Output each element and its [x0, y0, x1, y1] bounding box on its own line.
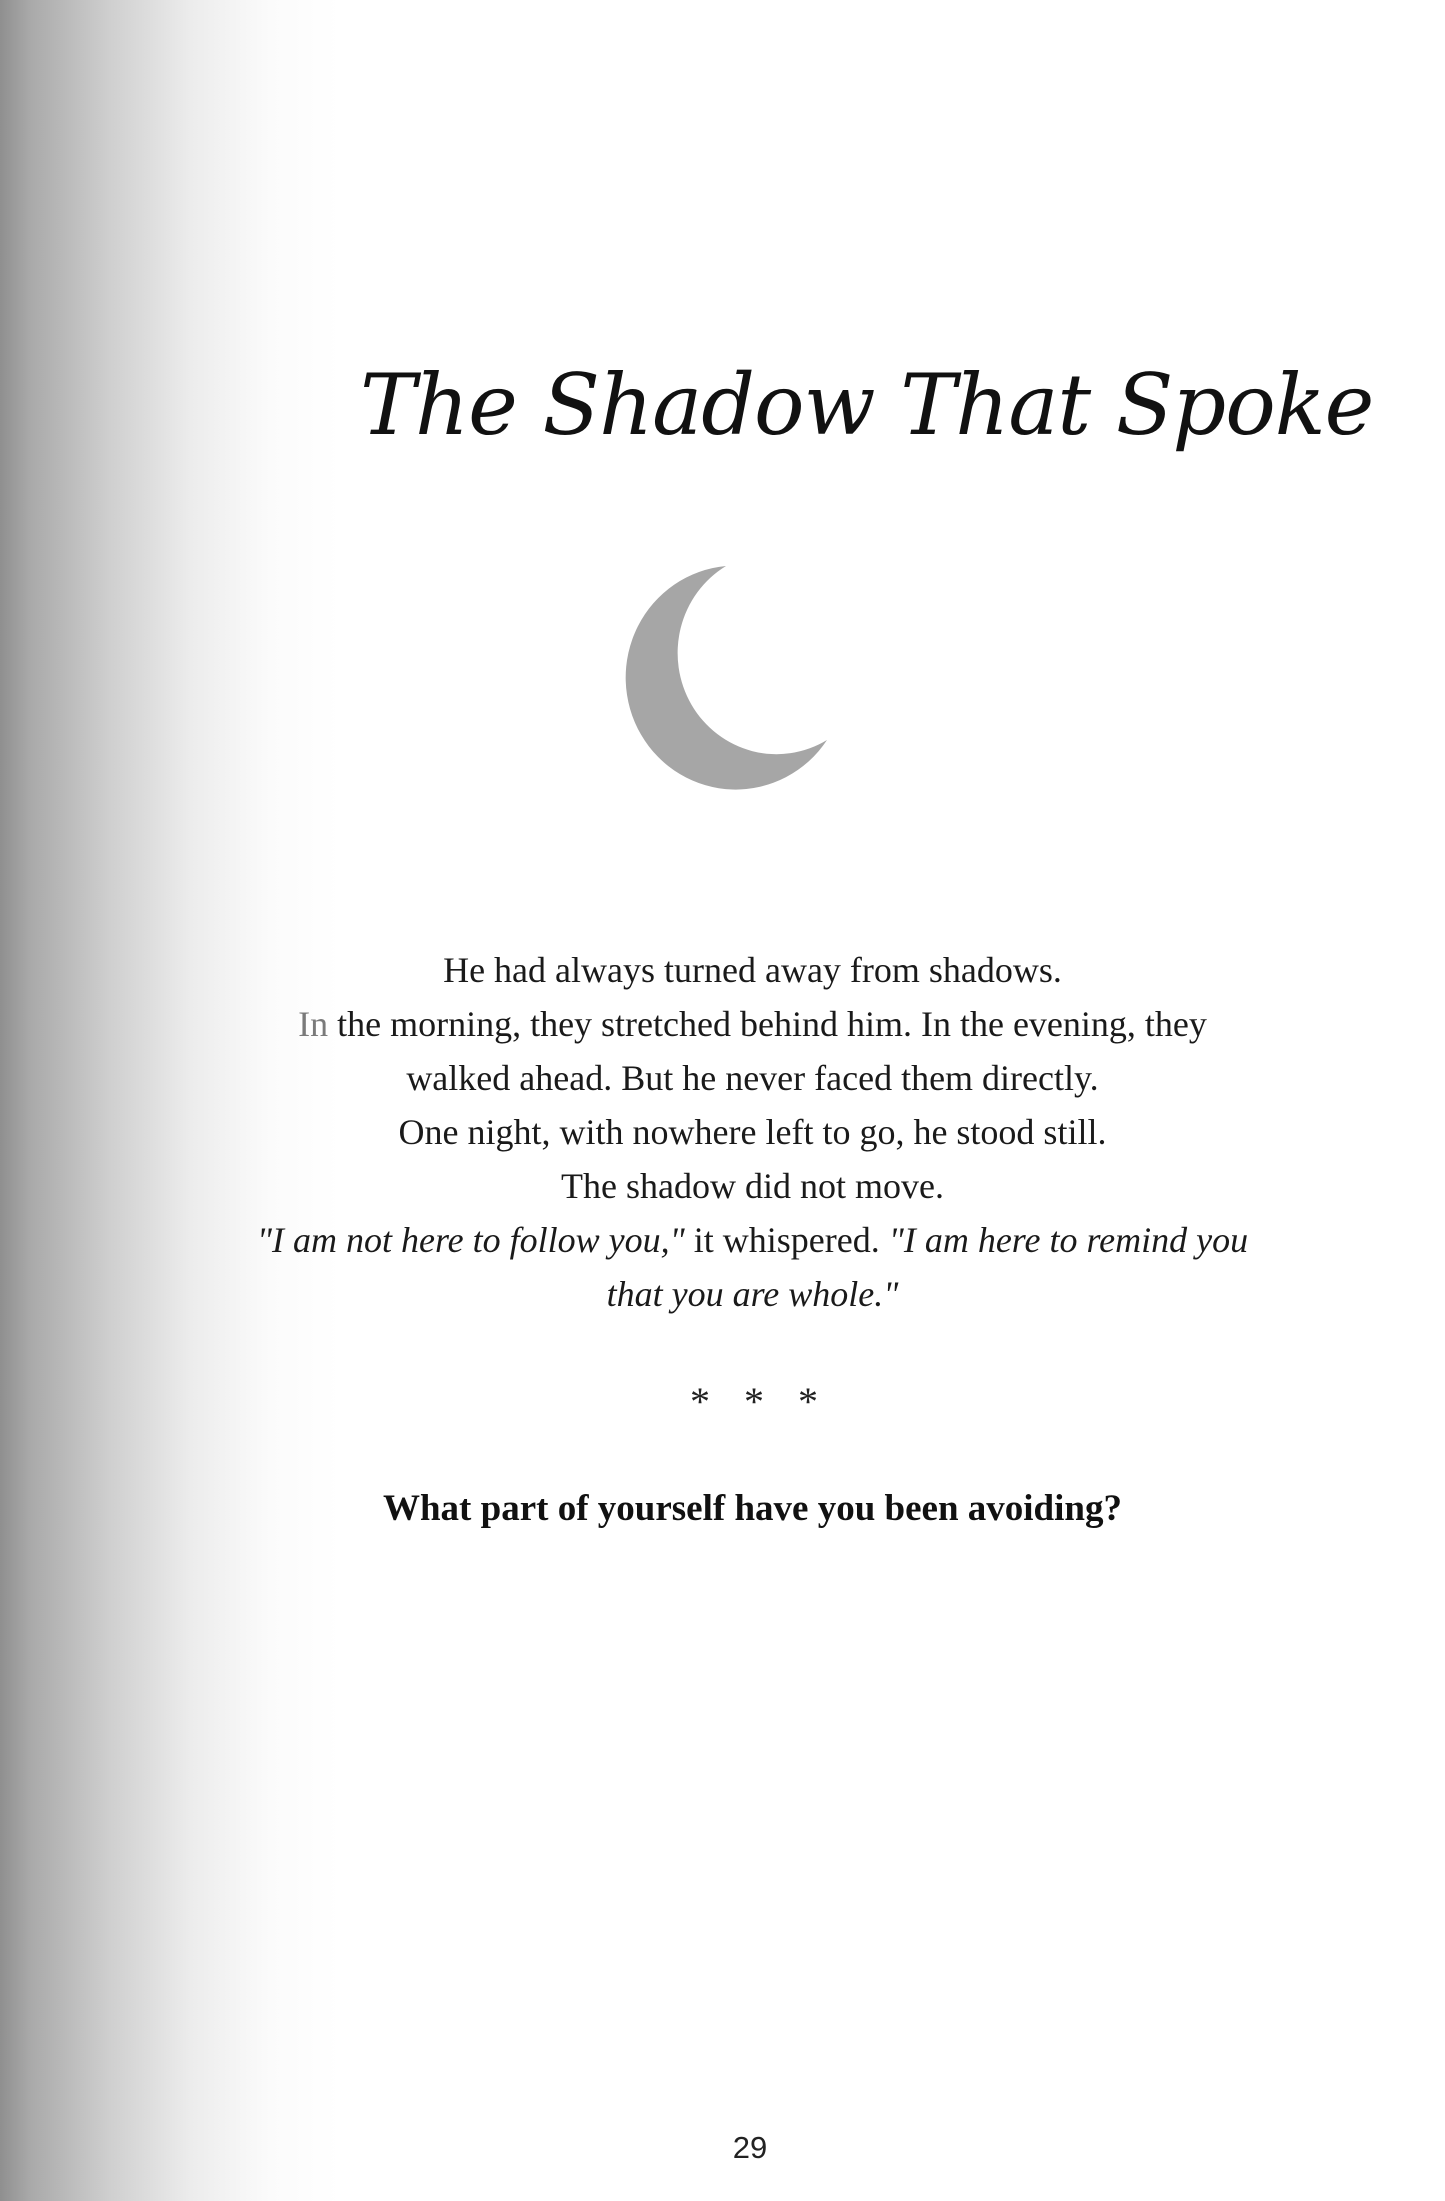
story-line: He had always turned away from shadows. [443, 950, 1062, 990]
speech-tag: it whispered. [684, 1220, 889, 1260]
quote-part: "I am here to remind you [888, 1220, 1249, 1260]
chapter-title: The Shadow That Spoke [360, 356, 1374, 454]
story-line: The shadow did not move. [561, 1166, 944, 1206]
story-line: One night, with nowhere left to go, he stood still. [398, 1112, 1107, 1152]
quote-part: that you are whole." [606, 1274, 899, 1314]
story-line-first-word: In [298, 1004, 329, 1044]
story-quote-line [180, 1267, 1325, 1321]
story-quote-line [180, 1213, 1325, 1267]
story-line-rest: the morning, they stretched behind him. In the evening, they [328, 1004, 1207, 1044]
crescent-moon-icon [620, 560, 840, 790]
crescent-moon-shape [626, 566, 827, 790]
story-line: walked ahead. But he never faced them directly. [406, 1058, 1099, 1098]
quote-part: "I am not here to follow you," [256, 1220, 685, 1260]
reflection-prompt: What part of yourself have you been avoiding? [382, 1488, 1122, 1529]
story-line [180, 997, 1325, 1051]
section-separator: * * * [690, 1379, 830, 1424]
page-number: 29 [732, 2130, 768, 2165]
story-text [180, 943, 1325, 1321]
